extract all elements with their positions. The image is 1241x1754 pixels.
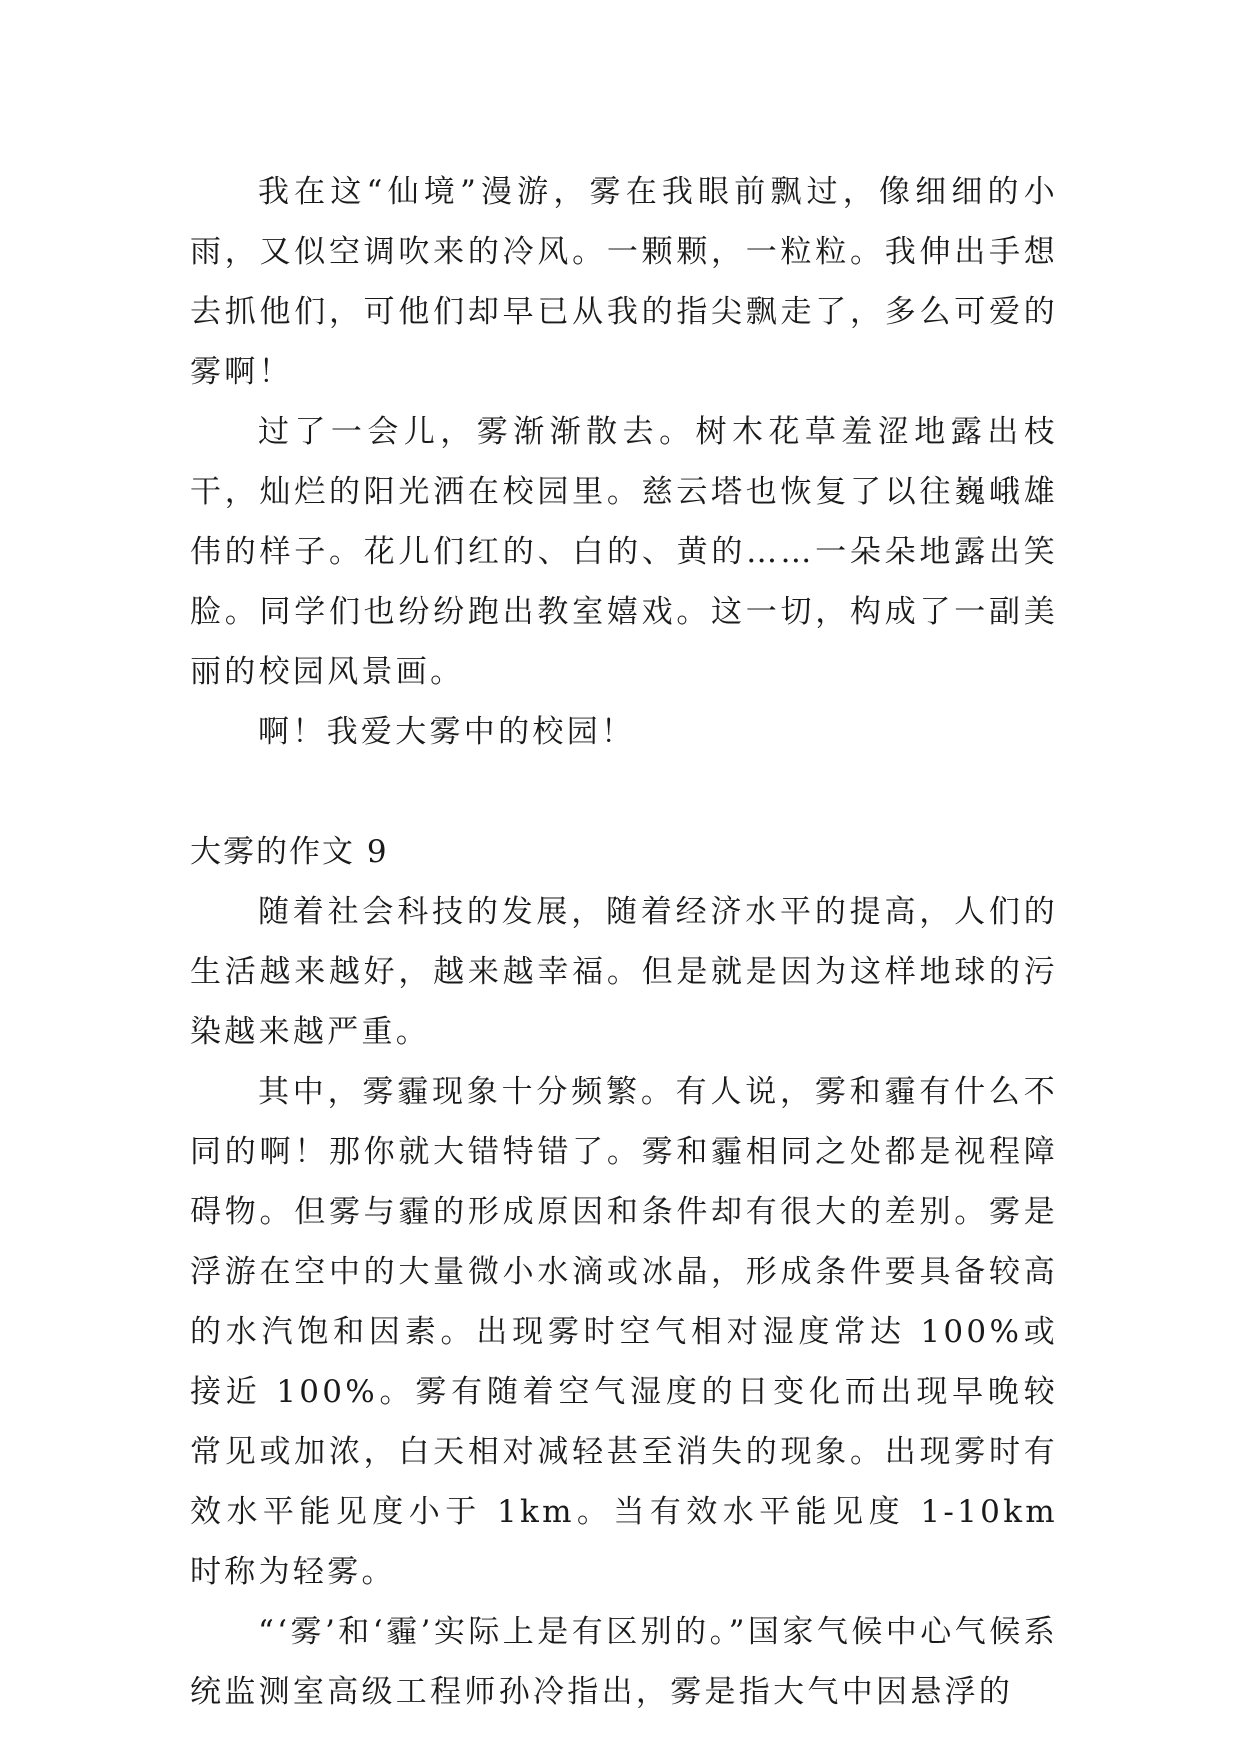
paragraph-pollution: 随着社会科技的发展，随着经济水平的提高，人们的生活越来越好，越来越幸福。但是就是因为这样地球的污染越来越严重。 xyxy=(190,894,1058,1050)
paragraph-fog-clears: 过了一会儿，雾渐渐散去。树木花草羞涩地露出枝干，灿烂的阳光洒在校园里。慈云塔也恢复了以往巍峨雄伟的样子。花儿们红的、白的、黄的……一朵朵地露出笑脸。同学们也纷纷跑出教室嬉戏。这一切，构成了一副美丽的校园风景画。 xyxy=(190,414,1058,690)
document-body xyxy=(190,162,1058,1722)
paragraph-love-campus: 啊！我爱大雾中的校园！ xyxy=(258,714,636,750)
paragraph-fairyland: 我在这“仙境”漫游，雾在我眼前飘过，像细细的小雨，又似空调吹来的冷风。一颗颗，一粒粒。我伸出手想去抓他们，可他们却早已从我的指尖飘走了，多么可爱的雾啊！ xyxy=(190,174,1058,390)
section-heading: 大雾的作文 9 xyxy=(190,834,389,870)
paragraph-fog-vs-haze: 其中，雾霾现象十分频繁。有人说，雾和霾有什么不同的啊！那你就大错特错了。雾和霾相同之处都是视程障碍物。但雾与霾的形成原因和条件却有很大的差别。雾是浮游在空中的大量微小水滴或冰晶，形成条件要具备较高的水汽饱和因素。出现雾时空气相对湿度常达 100%或接近 100%。雾有随着空气湿度的日变化而出现早晚较常见或加浓，白天相对减轻甚至消失的现象。出现雾时有效水平能见度小于 1km。当有效水平能见度 1-10km 时称为轻雾。 xyxy=(190,1074,1058,1590)
paragraph-expert-quote: “‘雾’和‘霾’实际上是有区别的。”国家气候中心气候系统监测室高级工程师孙冷指出，雾是指大气中因悬浮的 xyxy=(190,1614,1058,1710)
section-spacer xyxy=(190,762,1058,822)
